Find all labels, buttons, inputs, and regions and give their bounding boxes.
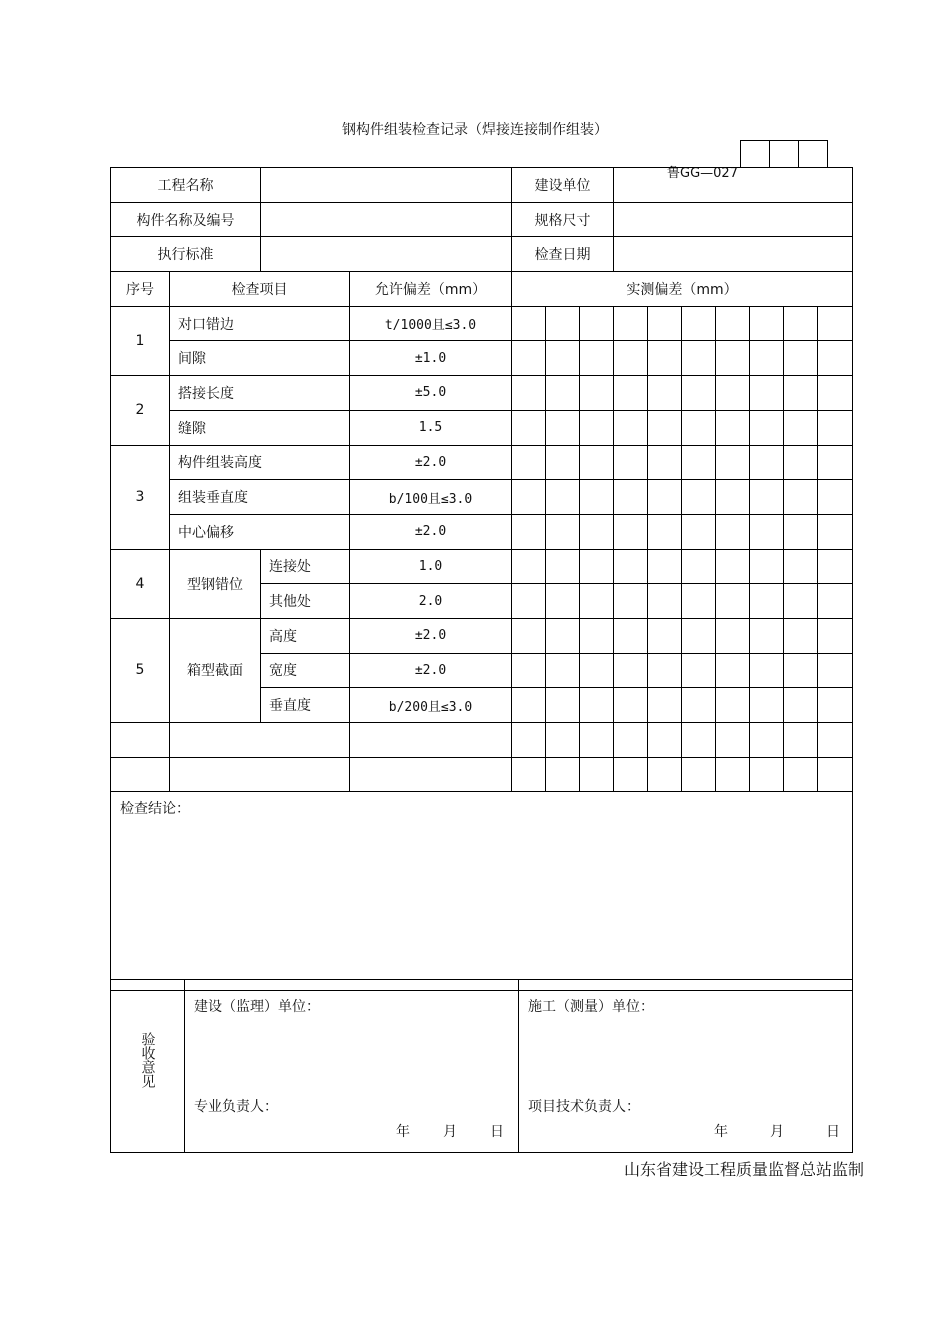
measured-cell[interactable] — [750, 618, 784, 653]
item-header: 检查项目 — [170, 272, 350, 307]
measured-cell[interactable] — [614, 514, 648, 549]
measured-cell[interactable] — [512, 549, 546, 584]
measured-cell[interactable] — [818, 688, 853, 723]
inspection-table — [110, 167, 853, 991]
measured-cell[interactable] — [614, 549, 648, 584]
acceptance-table — [110, 979, 853, 1153]
item-cell: 高度 — [261, 618, 350, 653]
measured-cell[interactable] — [682, 757, 716, 792]
measured-cell[interactable] — [682, 480, 716, 515]
measured-cell[interactable] — [580, 514, 614, 549]
year-label: 年 — [714, 1124, 728, 1140]
form-title: 钢构件组装检查记录（焊接连接制作组装） — [342, 122, 608, 138]
measured-cell[interactable] — [716, 757, 750, 792]
measured-cell[interactable] — [784, 757, 818, 792]
measured-cell[interactable] — [818, 480, 853, 515]
table-row — [111, 306, 853, 341]
item-cell: 其他处 — [261, 584, 350, 619]
allowed-header: 允许偏差（mm） — [350, 272, 512, 307]
item-cell: 间隙 — [170, 341, 350, 376]
acceptance-label-cell — [111, 980, 185, 1153]
blank-seq-cell[interactable] — [111, 757, 170, 792]
measured-cell[interactable] — [750, 584, 784, 619]
contractor-unit-label: 施工（测量）单位： — [528, 999, 654, 1015]
measured-cell[interactable] — [682, 376, 716, 411]
measured-cell[interactable] — [580, 757, 614, 792]
blank-item-cell[interactable] — [170, 723, 350, 758]
measured-cell[interactable] — [614, 410, 648, 445]
allowed-cell: ±2.0 — [350, 618, 512, 653]
allowed-cell: ±2.0 — [350, 653, 512, 688]
measured-cell[interactable] — [546, 723, 580, 758]
measured-cell[interactable] — [648, 584, 682, 619]
seq-cell: 3 — [111, 445, 170, 549]
measured-cell[interactable] — [750, 480, 784, 515]
measured-cell[interactable] — [682, 584, 716, 619]
component-name-label: 构件名称及编号 — [111, 202, 261, 237]
measured-cell[interactable] — [716, 653, 750, 688]
allowed-cell: b/200且≤3.0 — [350, 688, 512, 723]
measured-cell[interactable] — [750, 514, 784, 549]
measured-cell[interactable] — [784, 445, 818, 480]
allowed-cell: b/100且≤3.0 — [350, 480, 512, 515]
measured-cell[interactable] — [648, 306, 682, 341]
supervision-date[interactable] — [396, 1121, 504, 1141]
measured-cell[interactable] — [682, 341, 716, 376]
measured-cell[interactable] — [784, 723, 818, 758]
measured-cell[interactable] — [750, 688, 784, 723]
measured-cell[interactable] — [580, 376, 614, 411]
measured-cell[interactable] — [512, 514, 546, 549]
measured-cell[interactable] — [818, 653, 853, 688]
measured-cell[interactable] — [750, 341, 784, 376]
item-group-name: 型钢错位 — [170, 549, 261, 618]
measured-cell[interactable] — [716, 688, 750, 723]
measured-cell[interactable] — [546, 757, 580, 792]
measured-cell[interactable] — [512, 376, 546, 411]
inspect-date-label: 检查日期 — [512, 237, 614, 272]
component-name-field[interactable] — [261, 202, 512, 237]
measured-cell[interactable] — [682, 618, 716, 653]
measured-cell[interactable] — [546, 584, 580, 619]
measured-cell[interactable] — [512, 341, 546, 376]
item-cell: 搭接长度 — [170, 376, 350, 411]
footer-issuer: 山东省建设工程质量监督总站监制 — [623, 1160, 864, 1179]
measured-cell[interactable] — [818, 376, 853, 411]
measured-cell[interactable] — [580, 549, 614, 584]
measured-cell[interactable] — [580, 618, 614, 653]
item-cell: 连接处 — [261, 549, 350, 584]
measured-cell[interactable] — [512, 723, 546, 758]
allowed-cell: 2.0 — [350, 584, 512, 619]
measured-cell[interactable] — [716, 480, 750, 515]
measured-cell[interactable] — [784, 688, 818, 723]
measured-cell[interactable] — [818, 306, 853, 341]
measured-cell[interactable] — [784, 480, 818, 515]
code-boxes — [740, 140, 828, 168]
blank-seq-cell[interactable] — [111, 723, 170, 758]
standard-label: 执行标准 — [111, 237, 261, 272]
project-name-field[interactable] — [261, 168, 512, 203]
measured-cell[interactable] — [750, 410, 784, 445]
measured-cell[interactable] — [750, 653, 784, 688]
measured-cell[interactable] — [818, 618, 853, 653]
measured-cell[interactable] — [716, 549, 750, 584]
measured-cell[interactable] — [818, 410, 853, 445]
supervision-signature-cell[interactable] — [185, 980, 519, 1153]
blank-row — [111, 757, 853, 792]
measured-cell[interactable] — [716, 445, 750, 480]
measured-cell[interactable] — [784, 549, 818, 584]
measured-cell[interactable] — [546, 549, 580, 584]
blank-allowed-cell[interactable] — [350, 757, 512, 792]
contractor-signature-cell[interactable] — [519, 980, 853, 1153]
measured-cell[interactable] — [750, 723, 784, 758]
blank-item-cell[interactable] — [170, 757, 350, 792]
table-row — [111, 549, 853, 584]
standard-field[interactable] — [261, 237, 512, 272]
acceptance-label: 验收意见 — [139, 1032, 156, 1088]
measured-cell[interactable] — [750, 549, 784, 584]
measured-cell[interactable] — [716, 514, 750, 549]
supervision-unit-label: 建设（监理）单位： — [194, 999, 320, 1015]
item-cell: 缝隙 — [170, 410, 350, 445]
measured-cell[interactable] — [818, 584, 853, 619]
measured-cell[interactable] — [512, 688, 546, 723]
table-row — [111, 376, 853, 411]
measured-cell[interactable] — [546, 376, 580, 411]
measured-cell[interactable] — [682, 688, 716, 723]
measured-cell[interactable] — [512, 410, 546, 445]
measured-cell[interactable] — [580, 306, 614, 341]
conclusion-cell[interactable] — [111, 792, 853, 991]
measured-cell[interactable] — [784, 514, 818, 549]
measured-cell[interactable] — [580, 723, 614, 758]
measured-cell[interactable] — [614, 480, 648, 515]
day-label: 日 — [490, 1124, 504, 1140]
item-cell: 构件组装高度 — [170, 445, 350, 480]
item-cell: 宽度 — [261, 653, 350, 688]
measured-cell[interactable] — [580, 584, 614, 619]
measured-cell[interactable] — [512, 480, 546, 515]
measured-cell[interactable] — [614, 341, 648, 376]
table-row — [111, 480, 853, 515]
month-label: 月 — [443, 1124, 457, 1140]
spec-label: 规格尺寸 — [512, 202, 614, 237]
spec-field[interactable] — [614, 202, 853, 237]
measured-cell[interactable] — [614, 306, 648, 341]
table-row — [111, 618, 853, 653]
seq-cell: 2 — [111, 376, 170, 445]
measured-cell[interactable] — [716, 376, 750, 411]
measured-cell[interactable] — [648, 376, 682, 411]
item-cell: 垂直度 — [261, 688, 350, 723]
seq-cell: 5 — [111, 618, 170, 722]
seq-cell: 4 — [111, 549, 170, 618]
item-cell: 组装垂直度 — [170, 480, 350, 515]
item-cell: 中心偏移 — [170, 514, 350, 549]
measured-cell[interactable] — [546, 445, 580, 480]
measured-cell[interactable] — [784, 341, 818, 376]
measured-cell[interactable] — [648, 410, 682, 445]
construction-unit-label: 建设单位 — [512, 168, 614, 203]
construction-unit-field[interactable] — [614, 168, 853, 203]
measured-cell[interactable] — [648, 653, 682, 688]
item-cell: 对口错边 — [170, 306, 350, 341]
supervision-person-label: 专业负责人： — [194, 1099, 278, 1115]
measured-cell[interactable] — [512, 584, 546, 619]
measured-cell[interactable] — [614, 618, 648, 653]
table-row — [111, 445, 853, 480]
item-group-name: 箱型截面 — [170, 618, 261, 722]
measured-cell[interactable] — [512, 306, 546, 341]
project-name-label: 工程名称 — [111, 168, 261, 203]
measured-cell[interactable] — [546, 306, 580, 341]
allowed-cell: t/1000且≤3.0 — [350, 306, 512, 341]
allowed-cell: 1.0 — [350, 549, 512, 584]
measured-cell[interactable] — [546, 618, 580, 653]
inspect-date-field[interactable] — [614, 237, 853, 272]
measured-cell[interactable] — [580, 480, 614, 515]
measured-cell[interactable] — [614, 723, 648, 758]
contractor-person-label: 项目技术负责人： — [528, 1099, 640, 1115]
measured-cell[interactable] — [818, 341, 853, 376]
measured-cell[interactable] — [682, 445, 716, 480]
table-row — [111, 514, 853, 549]
measured-cell[interactable] — [614, 584, 648, 619]
measured-cell[interactable] — [546, 480, 580, 515]
measured-cell[interactable] — [512, 445, 546, 480]
contractor-date[interactable] — [714, 1121, 840, 1141]
measured-cell[interactable] — [580, 653, 614, 688]
measured-cell[interactable] — [546, 514, 580, 549]
measured-cell[interactable] — [750, 376, 784, 411]
measured-cell[interactable] — [648, 618, 682, 653]
measured-cell[interactable] — [614, 757, 648, 792]
measured-cell[interactable] — [784, 376, 818, 411]
allowed-cell: ±1.0 — [350, 341, 512, 376]
measured-cell[interactable] — [614, 653, 648, 688]
year-label: 年 — [396, 1124, 410, 1140]
measured-cell[interactable] — [818, 445, 853, 480]
measured-cell[interactable] — [648, 688, 682, 723]
seq-header: 序号 — [111, 272, 170, 307]
measured-cell[interactable] — [716, 723, 750, 758]
measured-cell[interactable] — [580, 410, 614, 445]
measured-cell[interactable] — [682, 306, 716, 341]
blank-row — [111, 723, 853, 758]
measured-cell[interactable] — [614, 376, 648, 411]
blank-allowed-cell[interactable] — [350, 723, 512, 758]
measured-cell[interactable] — [818, 723, 853, 758]
measured-cell[interactable] — [512, 618, 546, 653]
measured-cell[interactable] — [784, 410, 818, 445]
allowed-cell: ±2.0 — [350, 445, 512, 480]
measured-cell[interactable] — [818, 549, 853, 584]
measured-cell[interactable] — [784, 618, 818, 653]
measured-cell[interactable] — [750, 445, 784, 480]
measured-cell[interactable] — [614, 688, 648, 723]
measured-cell[interactable] — [580, 688, 614, 723]
measured-cell[interactable] — [512, 653, 546, 688]
measured-header: 实测偏差（mm） — [512, 272, 853, 307]
measured-cell[interactable] — [648, 445, 682, 480]
measured-cell[interactable] — [648, 723, 682, 758]
measured-cell[interactable] — [546, 410, 580, 445]
measured-cell[interactable] — [784, 584, 818, 619]
measured-cell[interactable] — [648, 341, 682, 376]
conclusion-row — [111, 792, 853, 991]
measured-cell[interactable] — [818, 757, 853, 792]
measured-cell[interactable] — [682, 549, 716, 584]
table-row — [111, 410, 853, 445]
measured-cell[interactable] — [716, 410, 750, 445]
measured-cell[interactable] — [512, 757, 546, 792]
measured-cell[interactable] — [716, 341, 750, 376]
measured-cell[interactable] — [546, 341, 580, 376]
measured-cell[interactable] — [648, 514, 682, 549]
measured-cell[interactable] — [648, 549, 682, 584]
measured-cell[interactable] — [580, 445, 614, 480]
month-label: 月 — [770, 1124, 784, 1140]
measured-cell[interactable] — [750, 306, 784, 341]
allowed-cell: ±2.0 — [350, 514, 512, 549]
measured-cell[interactable] — [648, 480, 682, 515]
conclusion-label: 检查结论： — [120, 801, 190, 818]
measured-cell[interactable] — [716, 306, 750, 341]
measured-cell[interactable] — [716, 584, 750, 619]
measured-cell[interactable] — [614, 445, 648, 480]
form-code: 鲁GG—027 — [667, 166, 738, 181]
allowed-cell: ±5.0 — [350, 376, 512, 411]
day-label: 日 — [826, 1124, 840, 1140]
measured-cell[interactable] — [682, 653, 716, 688]
measured-cell[interactable] — [750, 757, 784, 792]
measured-cell[interactable] — [818, 514, 853, 549]
measured-cell[interactable] — [716, 618, 750, 653]
measured-cell[interactable] — [546, 653, 580, 688]
measured-cell[interactable] — [682, 723, 716, 758]
measured-cell[interactable] — [784, 653, 818, 688]
table-row — [111, 341, 853, 376]
measured-cell[interactable] — [784, 306, 818, 341]
measured-cell[interactable] — [546, 688, 580, 723]
measured-cell[interactable] — [682, 410, 716, 445]
measured-cell[interactable] — [580, 341, 614, 376]
allowed-cell: 1.5 — [350, 410, 512, 445]
measured-cell[interactable] — [648, 757, 682, 792]
seq-cell: 1 — [111, 306, 170, 375]
measured-cell[interactable] — [682, 514, 716, 549]
